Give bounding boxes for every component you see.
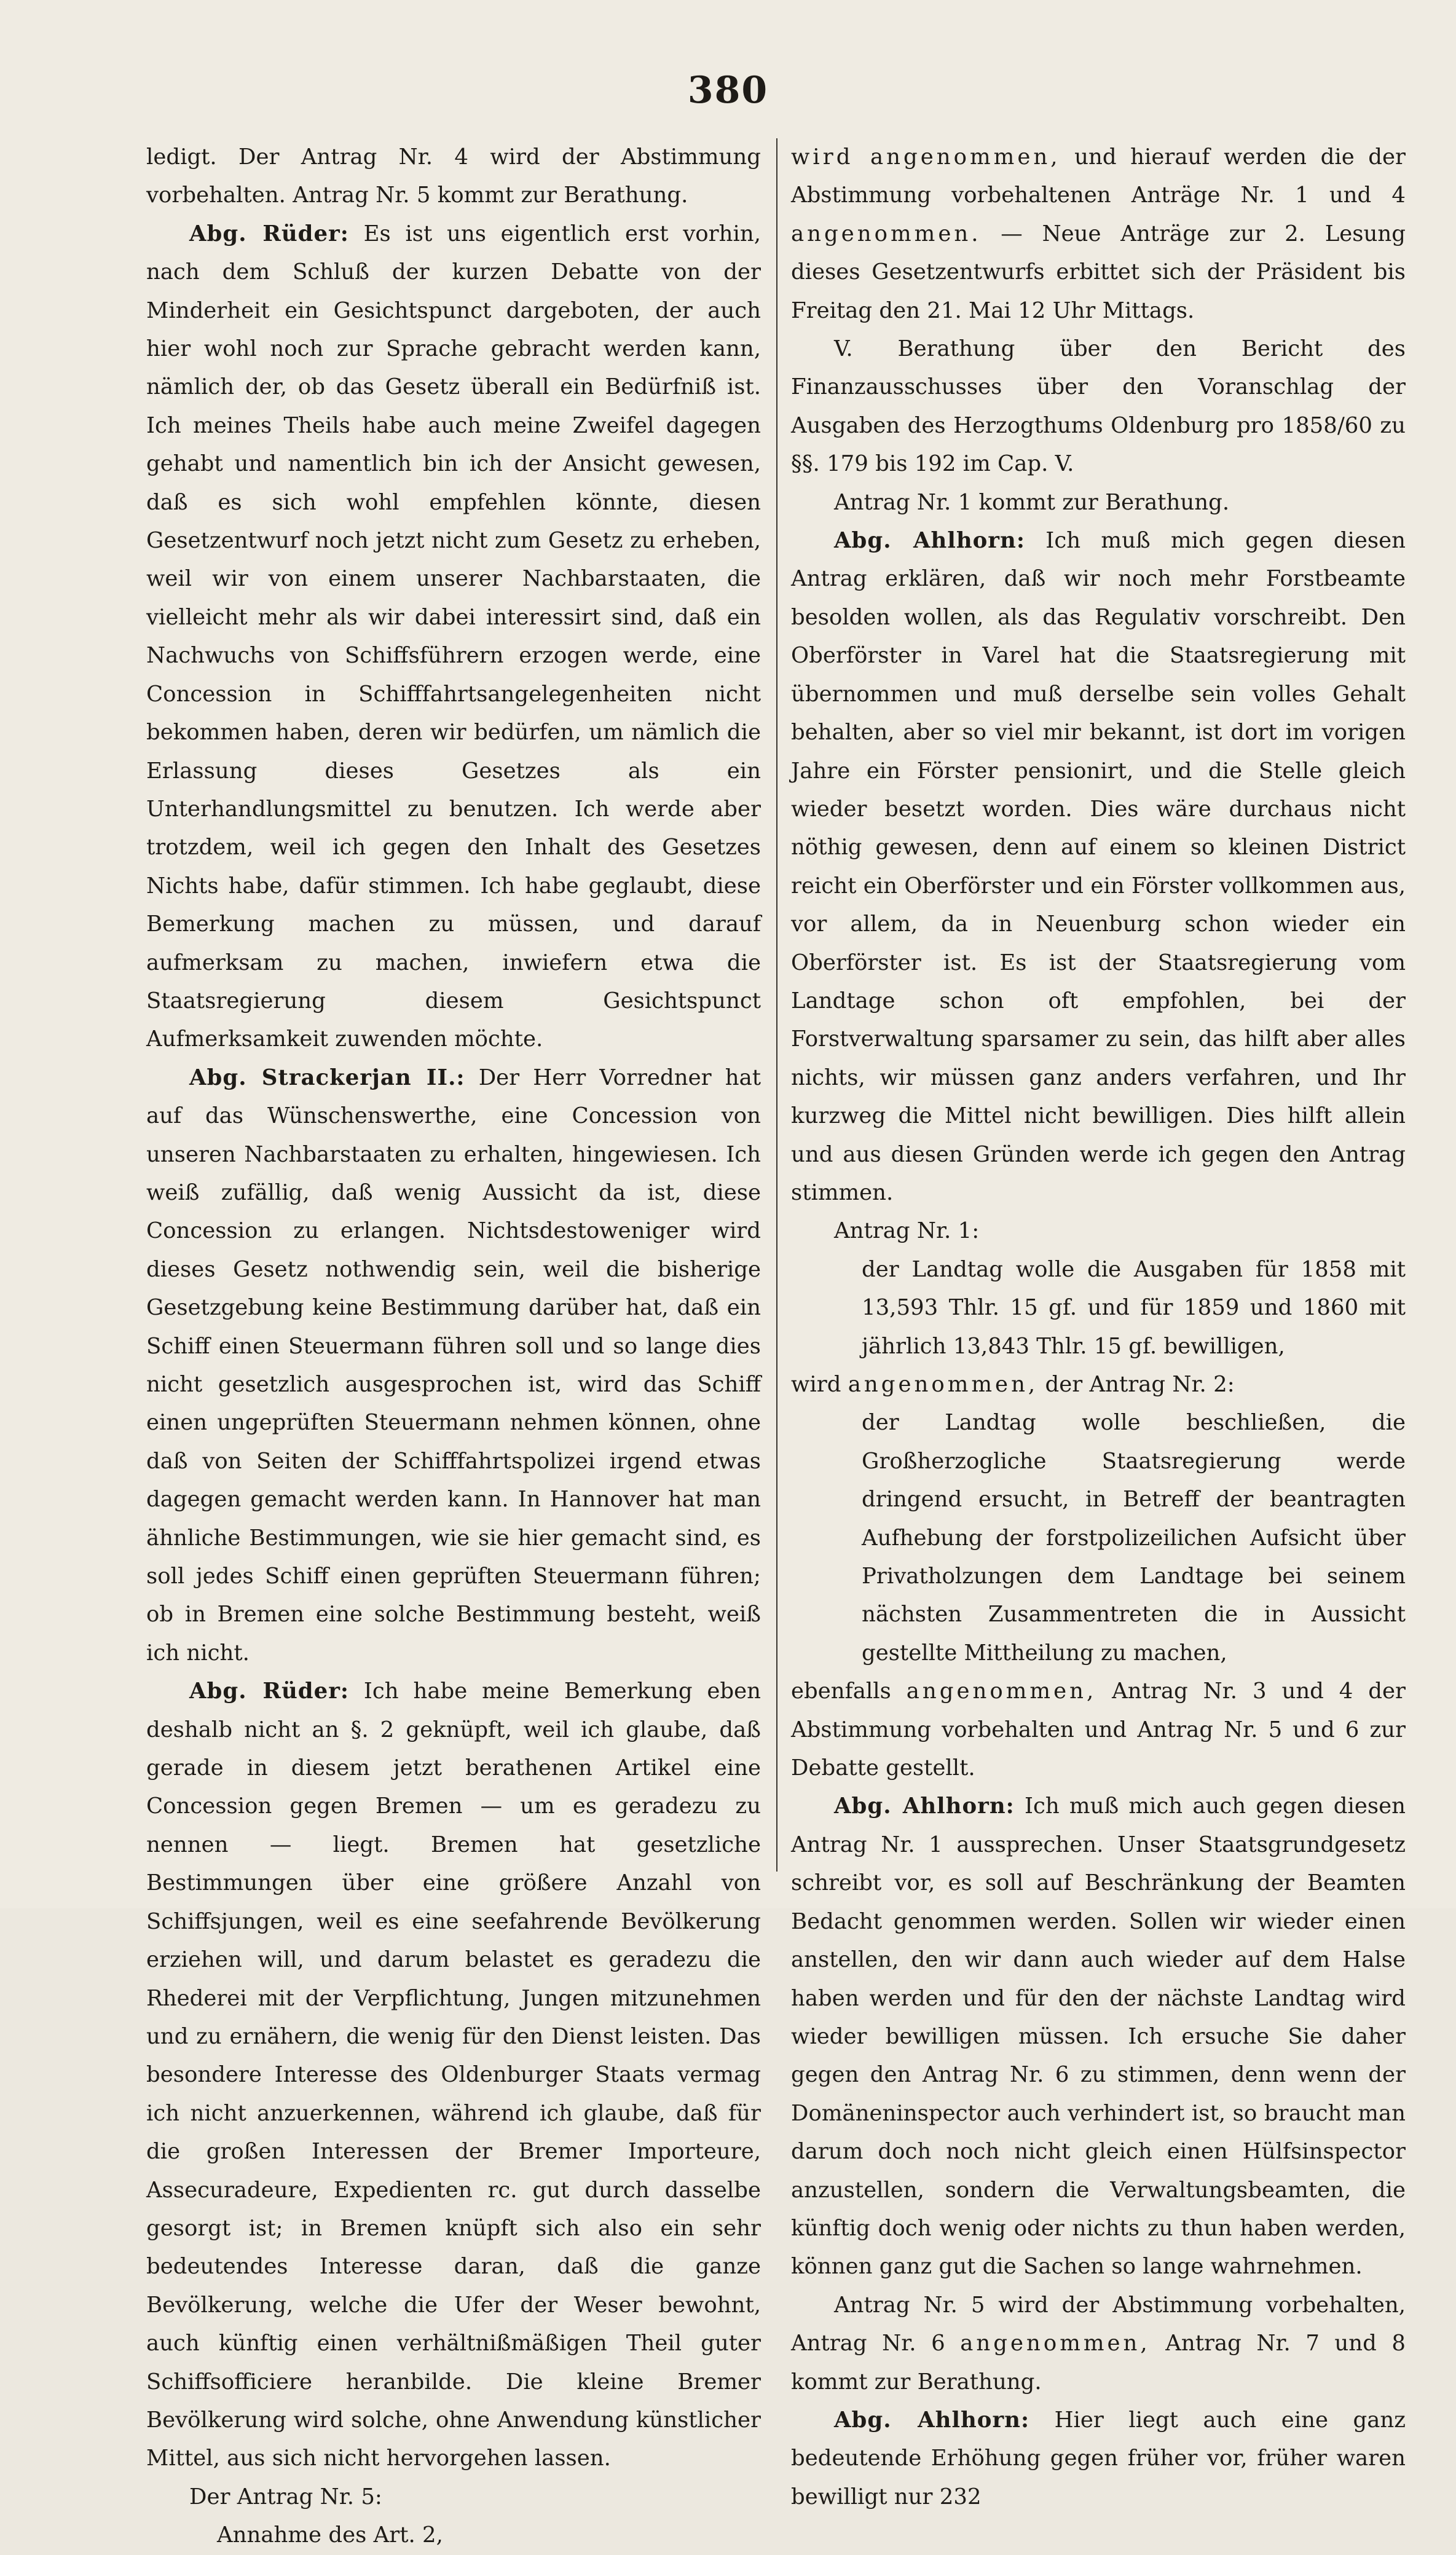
speaker-name: Abg. Ahlhorn:	[834, 528, 1025, 554]
speech-text: Der Herr Vorredner hat auf das Wünschenswerthe, eine Concession von unseren Nachbarstaaten zu erhalten, hingewiesen. Ich weiß zufällig, daß wenig Aussicht da ist, diese Concession zu erlangen. Nichtsdestoweniger wird dieses Gesetz nothwendig sein, weil die bisherige Gesetzgebung keine Bestimmung darüber hat, daß ein Schiff einen Steuermann führen soll und so lange dies nicht gesetzlich ausgesprochen ist, wird das Schiff einen ungeprüften Steuermann nehmen können, ohne daß von Seiten der Schifffahrtspolizei irgend etwas dagegen gemacht werden kann. In Hannover hat man ähnliche Bestimmungen, wie sie hier gemacht sind, es soll jedes Schiff einen geprüften Steuermann führen; ob in Bremen eine solche Bestimmung besteht, weiß ich nicht.	[146, 1065, 761, 1666]
speaker-name: Abg. Strackerjan II.:	[189, 1065, 465, 1090]
paragraph-text: Antrag Nr. 7 und 8 kommt zur Berathung.	[791, 2331, 1406, 2395]
paragraph-text: der Antrag Nr. 2:	[1045, 1372, 1235, 1397]
speech-text: Ich muß mich gegen diesen Antrag erklären, daß wir noch mehr Forstbeamte besolden wollen, als das Regulativ vorschreibt. Den Oberförster in Varel hat die Staatsregierung mit übernommen und muß derselbe sein volles Gehalt behalten, aber so viel mir bekannt, ist dort im vorigen Jahre ein Förster pensionirt, und die Stelle gleich wieder besetzt worden. Dies wäre durchaus nicht nöthig gewesen, denn auf einem so kleinen District reicht ein Oberförster und ein Förster vollkommen aus, vor allem, da in Neuenburg schon wieder ein Oberförster ist. Es ist der Staatsregierung vom Landtage schon oft empfohlen, bei der Forstverwaltung sparsamer zu sein, das hilft aber alles nichts, wir müssen ganz anders verfahren, und Ihr kurzweg die Mittel nicht bewilligen. Dies hilft allein und aus diesen Gründen werde ich gegen den Antrag stimmen.	[791, 528, 1406, 1205]
speaker-name: Abg. Rüder:	[189, 1679, 350, 1704]
paragraph-text: und hierauf werden die der Abstimmung vorbehaltenen Anträge Nr. 1 und 4	[791, 144, 1406, 208]
speech-paragraph	[146, 215, 761, 1059]
motion-text: Annahme des Art. 2,	[217, 2522, 443, 2548]
spaced-text: angenommen,	[906, 1679, 1097, 1704]
speaker-name: Abg. Rüder:	[189, 221, 349, 246]
speech-text: Ich muß mich auch gegen diesen Antrag Nr. 1 aussprechen. Unser Staatsgrundgesetz schreibt vor, es soll auf Beschränkung der Beamten Bedacht genommen werden. Sollen wir wieder einen anstellen, den wir dann auch wieder auf dem Halse haben werden und für den der nächste Landtag wird wieder bewilligen müssen. Ich ersuche Sie daher gegen den Antrag Nr. 6 zu stimmen, denn wenn der Domäneninspector auch verhindert ist, so braucht man darum doch noch nicht gleich einen Hülfsinspector anzustellen, sondern die Verwaltungsbeamten, die künftig doch wenig oder nichts zu thun haben werden, können ganz gut die Sachen so lange wahrnehmen.	[791, 1793, 1406, 2280]
speaker-name: Abg. Ahlhorn:	[834, 1793, 1015, 1819]
right-column	[791, 138, 1406, 2516]
paragraph: Antrag Nr. 1 kommt zur Berathung.	[834, 489, 1230, 515]
paragraph-text: ebenfalls	[791, 1679, 891, 1704]
column-divider	[776, 138, 777, 1872]
speech-paragraph	[791, 522, 1406, 1212]
speech-paragraph	[146, 1059, 761, 1673]
paragraph-text: wird	[791, 1372, 841, 1397]
paragraph	[791, 1366, 1406, 1404]
page-number: 380	[687, 69, 769, 112]
speech-paragraph	[791, 2401, 1406, 2516]
paragraph-text: — Neue Anträge zur 2. Lesung dieses Gesetzentwurfs erbittet sich der Präsident bis Freitag den 21. Mai 12 Uhr Mittags.	[791, 221, 1406, 323]
spaced-text: angenommen.	[791, 221, 982, 246]
paragraph-text: Antrag Nr. 3 und 4 der Abstimmung vorbehalten und Antrag Nr. 5 und 6 zur Debatte gestellt.	[791, 1679, 1406, 1781]
paragraph	[791, 2286, 1406, 2401]
spaced-text: angenommen,	[960, 2331, 1151, 2356]
paragraph	[791, 138, 1406, 330]
motion-text: der Landtag wolle beschließen, die Großherzogliche Staatsregierung werde dringend ersucht, in Betreff der beantragten Aufhebung der forstpolizeilichen Aufsicht über Privatholzungen dem Landtage bei seinem nächsten Zusammentreten die in Aussicht gestellte Mittheilung zu machen,	[862, 1410, 1406, 1666]
paragraph: Antrag Nr. 1:	[834, 1218, 980, 1244]
paragraph-text: Antrag Nr. 5 wird der Abstimmung vorbehalten, Antrag Nr. 6	[791, 2292, 1406, 2356]
spaced-text: wird angenommen,	[791, 144, 1061, 170]
speech-text: Ich habe meine Bemerkung eben deshalb nicht an §. 2 geknüpft, weil ich glaube, daß gerade in diesem jetzt berathenen Artikel eine Concession gegen Bremen — um es geradezu zu nennen — liegt. Bremen hat gesetzliche Bestimmungen über eine größere Anzahl von Schiffsjungen, weil es eine seefahrende Bevölkerung erziehen will, und darum belastet es geradezu die Rhederei mit der Verpflichtung, Jungen mitzunehmen und zu ernähern, die wenig für den Dienst leisten. Das besondere Interesse des Oldenburger Staats vermag ich nicht anzuerkennen, während ich glaube, daß für die großen Interessen der Bremer Importeure, Assecuradeure, Expedienten rc. gut durch dasselbe gesorgt ist; in Bremen knüpft sich also ein sehr bedeutendes Interesse daran, daß die ganze Bevölkerung, welche die Ufer der Weser bewohnt, auch künftig einen verhältnißmäßigen Theil guter Schiffsofficiere heranbilde. Die kleine Bremer Bevölkerung wird solche, ohne Anwendung künstlicher Mittel, aus sich nicht hervorgehen lassen.	[146, 1679, 761, 2471]
speech-text: Es ist uns eigentlich erst vorhin, nach dem Schluß der kurzen Debatte von der Minderheit ein Gesichtspunct dargeboten, der auch hier wohl noch zur Sprache gebracht werden kann, nämlich der, ob das Gesetz überall ein Bedürfniß ist. Ich meines Theils habe auch meine Zweifel dagegen gehabt und namentlich bin ich der Ansicht gewesen, daß es sich wohl empfehlen könnte, diesen Gesetzentwurf noch jetzt nicht zum Gesetz zu erheben, weil wir von einem unserer Nachbarstaaten, die vielleicht mehr als wir dabei interessirt sind, daß ein Nachwuchs von Schiffsführern erzogen werde, eine Concession in Schifffahrtsangelegenheiten nicht bekommen haben, deren wir bedürfen, um nämlich die Erlassung dieses Gesetzes als ein Unterhandlungsmittel zu benutzen. Ich werde aber trotzdem, weil ich gegen den Inhalt des Gesetzes Nichts habe, dafür stimmen. Ich habe geglaubt, diese Bemerkung machen zu müssen, und darauf aufmerksam zu machen, inwiefern etwa die Staatsregierung diesem Gesichtspunct Aufmerksamkeit zuwenden möchte.	[146, 221, 761, 1052]
section-heading: V. Berathung über den Bericht des Finanzausschusses über den Voranschlag der Ausgaben des Herzogthums Oldenburg pro 1858/60 zu §§. 179 bis 192 im Cap. V.	[791, 336, 1406, 477]
paragraph: Der Antrag Nr. 5:	[189, 2484, 382, 2510]
paragraph	[791, 1672, 1406, 1787]
left-column	[146, 138, 761, 2555]
speech-text: Hier liegt auch eine ganz bedeutende Erhöhung gegen früher vor, früher waren bewilligt nur 232	[791, 2407, 1406, 2510]
paragraph: ledigt. Der Antrag Nr. 4 wird der Abstimmung vorbehalten. Antrag Nr. 5 kommt zur Berathung.	[146, 144, 761, 208]
spaced-text: angenommen,	[848, 1372, 1039, 1397]
speech-paragraph	[791, 1787, 1406, 2286]
speaker-name: Abg. Ahlhorn:	[834, 2407, 1030, 2433]
motion-text: der Landtag wolle die Ausgaben für 1858 mit 13,593 Thlr. 15 gf. und für 1859 und 1860 mit jährlich 13,843 Thlr. 15 gf. bewilligen,	[862, 1256, 1406, 1359]
speech-paragraph	[146, 1672, 761, 2478]
